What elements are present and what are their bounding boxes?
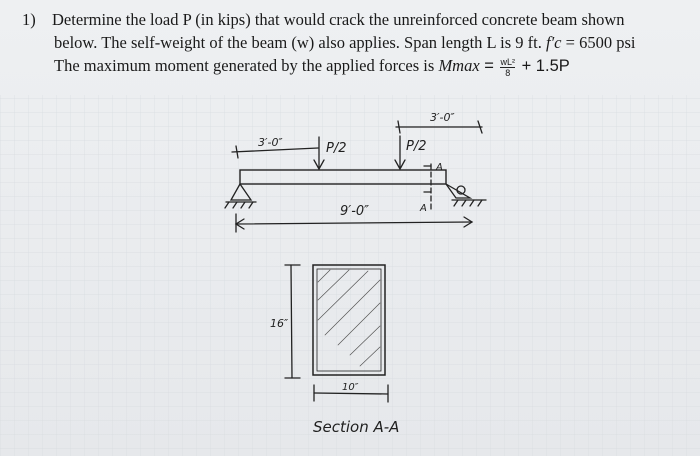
hatch-l4 — [249, 202, 253, 208]
height-label: 16″ — [270, 317, 289, 330]
cross-section-rect — [313, 265, 385, 375]
cross-section-hatch — [318, 270, 380, 366]
fraction-denominator: 8 — [500, 67, 515, 78]
moment-term-p: + 1.5P — [517, 57, 570, 75]
equals-sign: = — [479, 57, 499, 75]
span-label: 9′-0″ — [340, 204, 370, 219]
load-label-right: P/2 — [406, 139, 427, 154]
height-dim-line — [291, 265, 292, 378]
problem-text-3: The maximum moment generated by the applied forces is — [54, 56, 435, 75]
section-title: Section A-A — [313, 418, 400, 436]
problem-text-1: Determine the load P (in kips) that would crack the unreinforced concrete beam shown — [52, 10, 625, 29]
hatch-r3 — [470, 200, 474, 206]
hatch-r1 — [454, 200, 458, 206]
problem-text-2: below. The self-weight of the beam (w) also applies. Span length L is 9 ft. — [54, 33, 542, 52]
cross-section-inner — [317, 269, 381, 371]
hatch-l3 — [241, 202, 245, 208]
load-label-left: P/2 — [326, 141, 347, 156]
fc-symbol: f′c — [545, 33, 562, 52]
mmax-symbol: Mmax — [438, 56, 480, 75]
section-mark-bottom: A — [420, 203, 427, 214]
span-dim-line — [236, 222, 472, 224]
fc-value: = 6500 psi — [561, 33, 636, 52]
hatch-l2 — [233, 202, 237, 208]
hatch-l1 — [225, 202, 229, 208]
dim-label-right: 3′-0″ — [430, 111, 455, 124]
section-mark-top: A — [436, 162, 443, 173]
hatch-r4 — [478, 200, 482, 206]
beam-body — [240, 170, 446, 184]
support-right — [446, 184, 470, 198]
hatch-r2 — [462, 200, 466, 206]
fraction-numerator: wL² — [500, 56, 515, 67]
width-label: 10″ — [342, 382, 359, 393]
dim-label-left: 3′-0″ — [258, 136, 283, 149]
support-left — [231, 184, 251, 200]
width-dim-line — [314, 393, 388, 394]
problem-number: 1) — [22, 10, 36, 29]
